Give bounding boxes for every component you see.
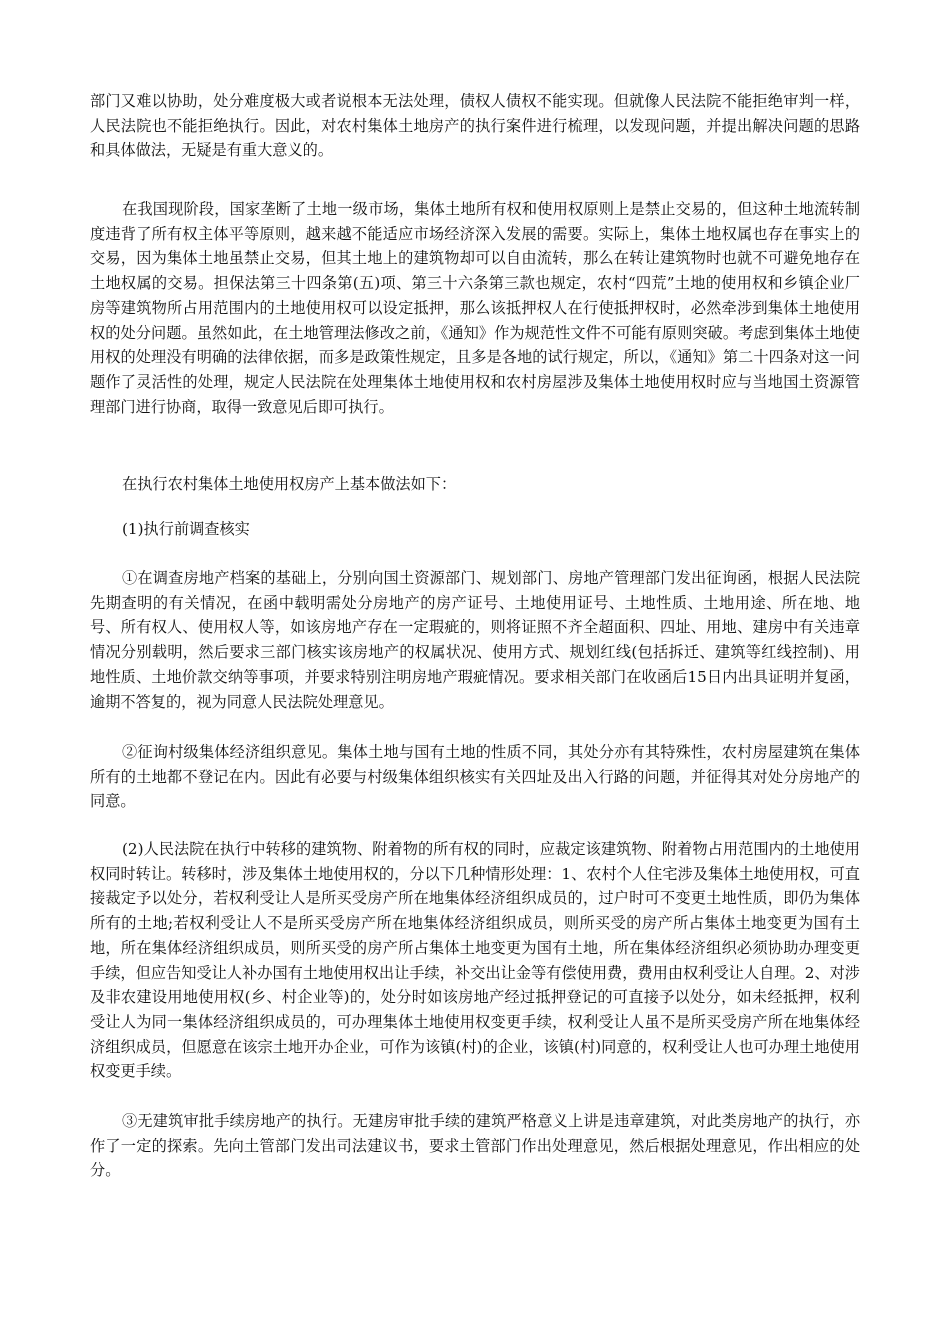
paragraph-basic-practice-intro: 在执行农村集体土地使用权房产上基本做法如下：: [122, 475, 457, 493]
paragraph-transfer-rules: (2)人民法院在执行中转移的建筑物、附着物的所有权的同时，应裁定该建筑物、附着物占用范围内的土地使用权同时转让。转移时，涉及集体土地使用权的，分以下几种情形处理：1、农村个人住宅涉及集体土地使用权，可直接裁定予以处分，若权利受让人是所买受房产所在地集体经济组织成员的，过户时可不变更土地性质，即仍为集体所有的土地;若权利受让人不是所买受房产所在地集体经济组织成员，则所买受的房产所占集体土地变更为国有土地，所在集体经济组织成员，则所买受的房产所占集体土地变更为国有土地，所在集体经济组织必须协助办理变更手续，但应告知受让人补办国有土地使用权出让手续，补交出让金等有偿使用费，费用由权利受让人自理。2、对涉及非农建设用地使用权(乡、村企业等)的，处分时如该房地产经过抵押登记的可直接予以处分，如未经抵押，权利受让人为同一集体经济组织成员的，可办理集体土地使用权变更手续，权利受让人虽不是所买受房产所在地集体经济组织成员，但愿意在该宗土地开办企业，可作为该镇(村)的企业，该镇(村)同意的，权利受让人也可办理土地使用权变更手续。: [90, 840, 860, 1081]
paragraph-item-3-no-approval: ③无建筑审批手续房地产的执行。无建房审批手续的建筑严格意义上讲是违章建筑，对此类房地产的执行，亦作了一定的探索。先向土管部门发出司法建议书，要求土管部门作出处理意见，然后根据处理意见，作出相应的处分。: [90, 1112, 860, 1180]
paragraph-item-2-village-opinion: ②征询村级集体经济组织意见。集体土地与国有土地的性质不同，其处分亦有其特殊性，农村房屋建筑在集体所有的土地都不登记在内。因此有必要与村级集体组织核实有关四址及出入行路的问题，并征得其对处分房地产的同意。: [90, 743, 860, 811]
paragraph-land-market: 在我国现阶段，国家垄断了土地一级市场，集体土地所有权和使用权原则上是禁止交易的，但这种土地流转制度违背了所有权主体平等原则，越来越不能适应市场经济深入发展的需要。实际上，集体土地权属也存在事实上的交易，因为集体土地虽禁止交易，但其土地上的建筑物却可以自由流转，那么在转让建筑物时也就不可避免地存在土地权属的交易。担保法第三十四条第(五)项、第三十六条第三款也规定，农村“四荒”土地的使用权和乡镇企业厂房等建筑物所占用范围内的土地使用权可以设定抵押，那么该抵押权人在行使抵押权时，必然牵涉到集体土地使用权的处分问题。虽然如此，在土地管理法修改之前，《通知》作为规范性文件不可能有原则突破。考虑到集体土地使用权的处理没有明确的法律依据，而多是政策性规定，且多是各地的试行规定，所以，《通知》第二十四条对这一问题作了灵活性的处理，规定人民法院在处理集体土地使用权和农村房屋涉及集体土地使用权时应与当地国土资源管理部门进行协商，取得一致意见后即可执行。: [90, 200, 860, 416]
paragraph-item-1-inquiry: ①在调查房地产档案的基础上，分别向国土资源部门、规划部门、房地产管理部门发出征询函，根据人民法院先期查明的有关情况，在函中载明需处分房地产的房产证号、土地使用证号、土地性质、土地用途、所在地、地号、所有权人、使用权人等，如该房地产存在一定瑕疵的，则将证照不齐全超面积、四址、用地、建房中有关违章情况分别载明，然后要求三部门核实该房地产的权属状况、使用方式、规划红线(包括拆迁、建筑等红线控制)、用地性质、土地价款交纳等事项，并要求特别注明房地产瑕疵情况。要求相关部门在收函后15日内出具证明并复函，逾期不答复的，视为同意人民法院处理意见。: [90, 569, 860, 711]
section-heading-investigation: (1)执行前调查核实: [122, 520, 250, 538]
paragraph-continuation: 部门又难以协助，处分难度极大或者说根本无法处理，债权人债权不能实现。但就像人民法院不能拒绝审判一样，人民法院也不能拒绝执行。因此，对农村集体土地房产的执行案件进行梳理，以发现问题，并提出解决问题的思路和具体做法，无疑是有重大意义的。: [90, 92, 860, 160]
